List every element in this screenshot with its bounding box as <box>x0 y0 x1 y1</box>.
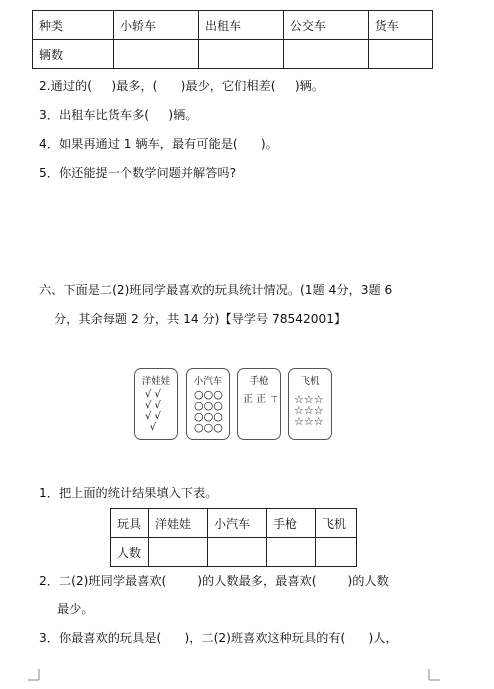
tally-marks: 正 正 ㄒ <box>243 394 280 405</box>
section-6-heading: 六、下面是二(2)班同学最喜欢的玩具统计情况。(1题 4分，3题 6 <box>39 283 393 297</box>
question-5: 5．你还能提一个数学问题并解答吗? <box>39 166 237 180</box>
section-6-heading-cont: 分，其余每题 2 分，共 14 分)【导学号 78542001】 <box>54 312 347 326</box>
toy-question-2-cont: 最少。 <box>57 602 94 616</box>
table-header-cell: 小轿车 <box>114 11 199 40</box>
card-title: 小汽车 <box>193 376 223 387</box>
tally-card-toy-car <box>186 368 230 440</box>
tally-card-airplane <box>288 368 332 440</box>
tally-marks: ○○○ ○○○ ○○○ ○○○ <box>194 388 223 434</box>
question-3: 3．出租车比货车多( )辆。 <box>39 108 198 122</box>
tally-marks: √ √ √ √ √ √ √ <box>145 389 161 433</box>
table-row <box>111 538 357 567</box>
table-cell <box>198 40 283 69</box>
table-row-label: 辆数 <box>33 40 114 69</box>
table-row <box>111 509 357 538</box>
table-cell <box>208 538 267 567</box>
table-header-cell: 公交车 <box>283 11 368 40</box>
card-title: 手枪 <box>249 376 269 387</box>
table-header-cell: 出租车 <box>198 11 283 40</box>
table-row <box>33 11 433 40</box>
toy-table <box>110 508 357 567</box>
toy-question-2: 2．二(2)班同学最喜欢( )的人数最多，最喜欢( )的人数 <box>39 574 389 588</box>
table-header-cell: 玩具 <box>111 509 149 538</box>
question-2: 2.通过的( )最多，( )最少，它们相差( )辆。 <box>39 79 324 93</box>
tally-card-toy-gun <box>237 368 281 440</box>
toy-question-3: 3．你最喜欢的玩具是( )，二(2)班喜欢这种玩具的有( )人， <box>39 631 398 645</box>
table-cell <box>149 538 208 567</box>
tally-card-doll <box>134 368 178 440</box>
table-header-cell: 飞机 <box>316 509 357 538</box>
table-cell <box>267 538 316 567</box>
toy-question-1: 1．把上面的统计结果填入下表。 <box>39 486 218 500</box>
table-header-cell: 洋娃娃 <box>149 509 208 538</box>
table-cell <box>316 538 357 567</box>
tally-marks: ☆☆☆ ☆☆☆ ☆☆☆ <box>294 393 324 428</box>
table-cell <box>368 40 432 69</box>
card-title: 洋娃娃 <box>141 376 171 387</box>
table-cell <box>114 40 199 69</box>
card-title: 飞机 <box>300 376 320 387</box>
table-row <box>33 40 433 69</box>
crop-mark-bottom-left <box>28 669 40 681</box>
table-header-cell: 手枪 <box>267 509 316 538</box>
table-header-cell: 种类 <box>33 11 114 40</box>
question-4: 4．如果再通过 1 辆车，最有可能是( )。 <box>39 137 278 151</box>
table-header-cell: 小汽车 <box>208 509 267 538</box>
vehicle-table <box>32 10 433 69</box>
crop-mark-bottom-right <box>428 669 440 681</box>
table-cell <box>283 40 368 69</box>
table-header-cell: 货车 <box>368 11 432 40</box>
table-row-label: 人数 <box>111 538 149 567</box>
